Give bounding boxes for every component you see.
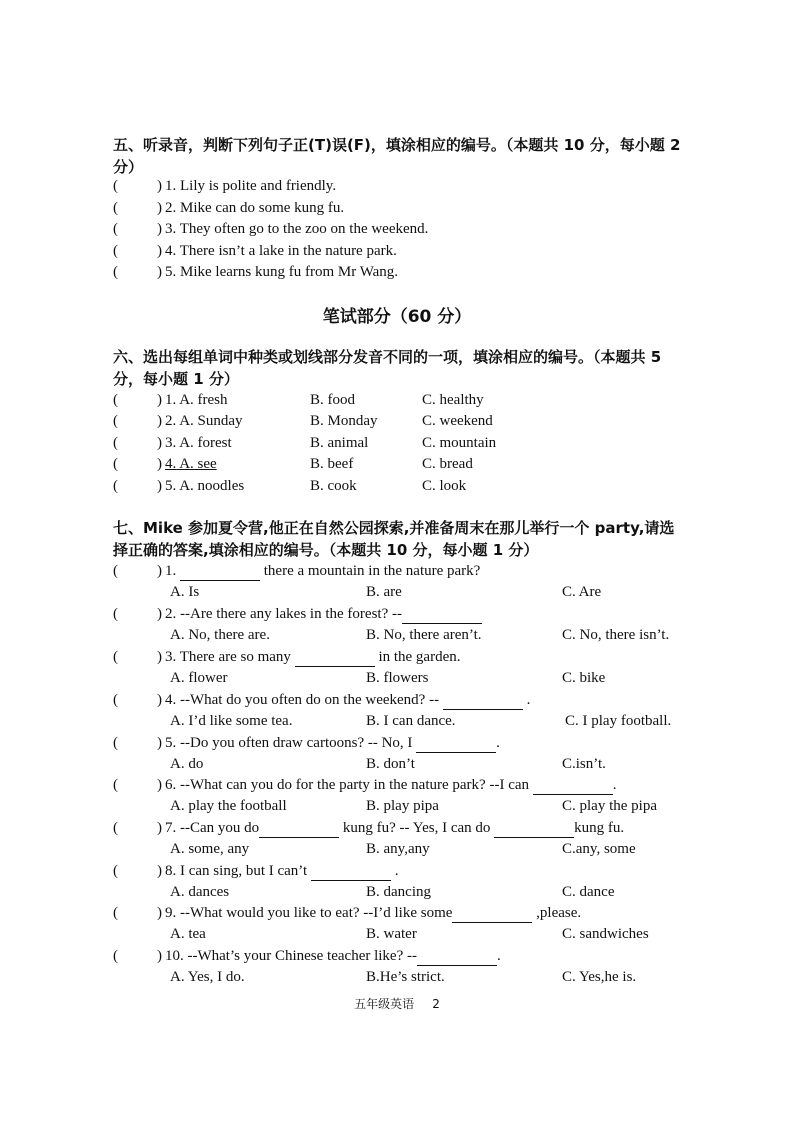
section-5-title: 五、听录音，判断下列句子正(T)误(F)，填涂相应的编号。（本题共 10 分，每小题 2 分）	[113, 136, 681, 176]
s7-5-option-a: A. do	[170, 756, 204, 772]
s7-1-option-a: A. Is	[170, 584, 200, 600]
answer-blank	[402, 608, 482, 624]
s6-item-2: ( ) 2. A. Sunday B. Monday C. weekend	[113, 413, 493, 429]
section-7-title: 七、Mike 参加夏令营,他正在自然公园探索,并准备周末在那儿举行一个 party,请选择正确的答案,填涂相应的编号。（本题共 10 分，每小题 1 分）	[113, 519, 675, 559]
page-number: 2	[432, 997, 440, 1011]
s6-item-4: ( ) 4. A. see B. beef C. bread	[113, 456, 473, 472]
footer-subject: 五年级英语	[354, 997, 415, 1011]
s7-2-option-a: A. No, there are.	[170, 627, 270, 643]
answer-blank	[452, 907, 532, 923]
s7-3-option-c: C. bike	[562, 670, 606, 686]
s7-2-option-c: C. No, there isn’t.	[562, 627, 670, 643]
s7-7-option-a: A. some, any	[170, 841, 250, 857]
s7-6-option-a: A. play the football	[170, 798, 287, 814]
exam-page: 五、听录音，判断下列句子正(T)误(F)，填涂相应的编号。（本题共 10 分，每小题 2 分） ( ) 1. Lily is polite and friendly. ( ) 2. Mike can do some kung fu. ( ) 3. They often go to the zoo on the weekend. ( ) 4. There isn’t a lake in the nature park. ( ) 5. Mike learns kung fu from Mr Wang. 笔试部分（60 分） 六、选出每组单词中种类或划线部分发音不同的一项，填涂相应的编号。（本题共 5 分，每小题 1 分） ( ) 1. A. fresh B. food C. healthy ( ) 2. A. Sunday B. Monday C. weekend ( ) 3. A. forest B. animal C. mountain ( ) 4. A. see B. beef C. bread ( ) 5. A. noodles B. cook C. look 七、Mike 参加夏令营,他正在自然公园探索,并准备周末在那儿举行一个 party,请选择正确的答案,填涂相应的编号。（本题共 10 分，每小题 1 分） ( ) 1. there a mountain in the nature park? A. Is B. are C. Are ( ) 2. --Are there any lakes in the forest? -- A. No, there are. B. No, there aren’t. C. No, there isn’t. ( ) 3. There are so many in the garden. A. flower B. flowers C. bike ( ) 4. --What do you often do on the weekend? -- . A. I’d like some tea. B. I can dance. C. I play football. ( ) 5. --Do you often draw cartoons? -- No, I . A. do B. don’t C.isn’t. ( ) 6. --What can you do for the party in the nature park? --I can . A. play the football B. play pipa C. play the pipa ( ) 7. --Can you do kung fu? -- Yes, I can do kung fu. A. some, any B. any,any C.any, some ( ) 8. I can sing, but I can’t . A. dances B. dancing C. dance ( ) 9. --What would you like to eat? --I’d like some ,please. A. tea B. water C. sandwiches ( ) 10. --What’s your Chinese teacher like? -- . A. Yes, I do. B.He’s strict. C. Yes,he is. 五年级英语 2	[0, 0, 794, 1122]
s7-1-option-b: B. are	[366, 584, 402, 600]
s7-9-option-b: B. water	[366, 926, 417, 942]
answer-blank	[533, 779, 613, 795]
s7-3-option-a: A. flower	[170, 670, 228, 686]
s7-8-option-b: B. dancing	[366, 884, 431, 900]
written-part-title: 笔试部分（60 分）	[322, 307, 472, 327]
answer-blank	[416, 737, 496, 753]
s6-item-1: ( ) 1. A. fresh B. food C. healthy	[113, 392, 484, 408]
s7-10-option-b: B.He’s strict.	[366, 969, 445, 985]
s7-3-option-b: B. flowers	[366, 670, 429, 686]
page-footer	[0, 995, 794, 1012]
s7-4-option-c: C. I play football.	[565, 713, 672, 729]
s7-9-option-c: C. sandwiches	[562, 926, 649, 942]
s7-5-option-b: B. don’t	[366, 756, 415, 772]
s7-8-option-a: A. dances	[170, 884, 230, 900]
s7-7-option-b: B. any,any	[366, 841, 430, 857]
s7-6-option-b: B. play pipa	[366, 798, 439, 814]
s6-item-3: ( ) 3. A. forest B. animal C. mountain	[113, 435, 497, 451]
answer-blank	[417, 950, 497, 966]
answer-blank	[180, 565, 260, 581]
s7-1-option-c: C. Are	[562, 584, 602, 600]
s7-2-option-b: B. No, there aren’t.	[366, 627, 482, 643]
s6-item-5: ( ) 5. A. noodles B. cook C. look	[113, 478, 467, 494]
answer-blank	[443, 694, 523, 710]
s7-9-option-a: A. tea	[170, 926, 206, 942]
answer-blank	[494, 822, 574, 838]
answer-blank	[311, 865, 391, 881]
answer-blank	[259, 822, 339, 838]
s7-10-option-c: C. Yes,he is.	[562, 969, 637, 985]
s7-4-option-b: B. I can dance.	[366, 713, 456, 729]
answer-blank	[295, 651, 375, 667]
s7-5-option-c: C.isn’t.	[562, 756, 606, 772]
s7-6-option-c: C. play the pipa	[562, 798, 657, 814]
s7-4-option-a: A. I’d like some tea.	[170, 713, 293, 729]
s7-10-option-a: A. Yes, I do.	[170, 969, 245, 985]
s7-7-option-c: C.any, some	[562, 841, 636, 857]
section-6-title: 六、选出每组单词中种类或划线部分发音不同的一项，填涂相应的编号。（本题共 5 分，每小题 1 分）	[113, 348, 662, 388]
s7-8-option-c: C. dance	[562, 884, 615, 900]
